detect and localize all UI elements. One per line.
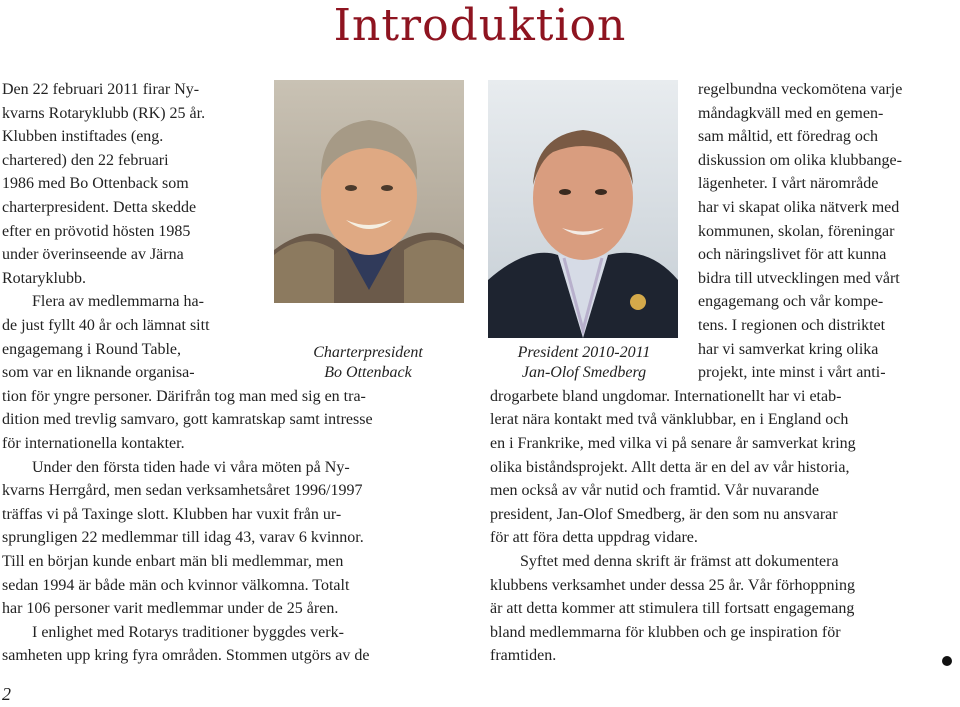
text-line: engagemang och vår kompe- [698, 293, 884, 311]
text-line: har vi samverkat kring olika [698, 340, 879, 358]
text-line: men också av vår nutid och framtid. Vår nuvarande [490, 482, 819, 500]
text-line: Den 22 februari 2011 firar Ny- [2, 81, 200, 98]
text-line: Under den första tiden hade vi våra möten på Ny- [32, 458, 350, 476]
text-line: samheten upp kring fyra områden. Stommen utgörs av de [2, 647, 370, 665]
text-line: Flera av medlemmarna ha- [32, 293, 204, 311]
text-line: sam måltid, ett föredrag och [698, 128, 878, 146]
text-line: diskussion om olika klubbange- [698, 151, 902, 169]
text-line: kvarns Rotaryklubb (RK) 25 år. [2, 104, 206, 122]
text-line: Rotaryklubb. [2, 269, 86, 287]
text-line: tion för yngre personer. Därifrån tog man med sig en tra- [2, 387, 366, 405]
text-line: en i Frankrike, med vilka vi på senare år samverkat kring [490, 435, 856, 452]
text-line: charterpresident. Detta skedde [2, 199, 197, 216]
text-line: framtiden. [490, 647, 557, 665]
photo-bo-ottenback [274, 80, 464, 303]
text-line: har 106 personer varit medlemmar under de 25 åren. [2, 600, 339, 618]
text-line: president, Jan-Olof Smedberg, är den som nu ansvarar [490, 505, 838, 523]
text-line: olika biståndsprojekt. Allt detta är en del av vår historia, [490, 458, 850, 476]
text-line: bidra till utvecklingen med vårt [698, 269, 900, 287]
text-line: för internationella kontakter. [2, 435, 185, 452]
text-line: Klubben instiftades (eng. [2, 128, 164, 146]
text-line: lägenheter. I vårt närområde [698, 175, 879, 193]
page-title: Introduktion [333, 0, 627, 51]
text-line: lerat nära kontakt med två vänklubbar, en i England och [490, 411, 849, 429]
text-line: bland medlemmarna för klubben och ge inspiration för [490, 623, 841, 641]
text-line: sedan 1994 är både män och kvinnor välkomna. Totalt [2, 576, 350, 594]
caption-right-role: President 2010-2011 [517, 344, 651, 361]
text-line: klubbens verksamhet under dessa 25 år. Vår förhoppning [490, 576, 855, 594]
text-line: kvarns Herrgård, men sedan verksamhetsåret 1996/1997 [2, 482, 363, 500]
text-line: projekt, inte minst i vårt anti- [698, 364, 886, 382]
text-line: tens. I regionen och distriktet [698, 317, 886, 334]
text-line: efter en prövotid hösten 1985 [2, 222, 191, 240]
photo-jan-olof-smedberg [488, 80, 678, 338]
text-line: drogarbete bland ungdomar. Internationellt har vi etab- [490, 387, 842, 405]
text-line: har vi skapat olika nätverk med [698, 199, 900, 216]
text-line: engagemang i Round Table, [2, 340, 181, 358]
text-line: de just fyllt 40 år och lämnat sitt [2, 317, 210, 334]
text-line: måndagkväll med en gemen- [698, 104, 884, 122]
portrait-image [274, 80, 464, 303]
text-line: 1986 med Bo Ottenback som [2, 175, 189, 193]
text-line: dition med trevlig samvaro, gott kamratskap samt intresse [2, 411, 373, 429]
page-number: 2 [2, 684, 11, 704]
text-line: som var en liknande organisa- [2, 364, 195, 382]
end-mark-bullet [942, 656, 952, 666]
text-line: under överinseende av Järna [2, 246, 184, 264]
text-line: är att detta kommer att stimulera till fortsatt engagemang [490, 600, 855, 618]
text-line: sprungligen 22 medlemmar till idag 43, varav 6 kvinnor. [2, 529, 364, 547]
text-line: kommunen, skolan, föreningar [698, 222, 895, 240]
text-line: Syftet med denna skrift är främst att dokumentera [520, 553, 839, 570]
text-line: för att föra detta uppdrag vidare. [490, 529, 698, 547]
text-line: och näringslivet för att kunna [698, 246, 887, 264]
caption-right-name: Jan-Olof Smedberg [521, 364, 647, 381]
text-line: I enlighet med Rotarys traditioner byggdes verk- [32, 623, 344, 641]
text-line: chartered) den 22 februari [2, 151, 169, 169]
text-line: regelbundna veckomötena varje [698, 81, 903, 98]
caption-left-role: Charterpresident [313, 344, 423, 361]
text-line: Till en början kunde enbart män bli medlemmar, men [2, 553, 344, 570]
portrait-image [488, 80, 678, 338]
caption-left-name: Bo Ottenback [324, 364, 412, 381]
text-line: träffas vi på Taxinge slott. Klubben har vuxit från ur- [2, 505, 342, 523]
